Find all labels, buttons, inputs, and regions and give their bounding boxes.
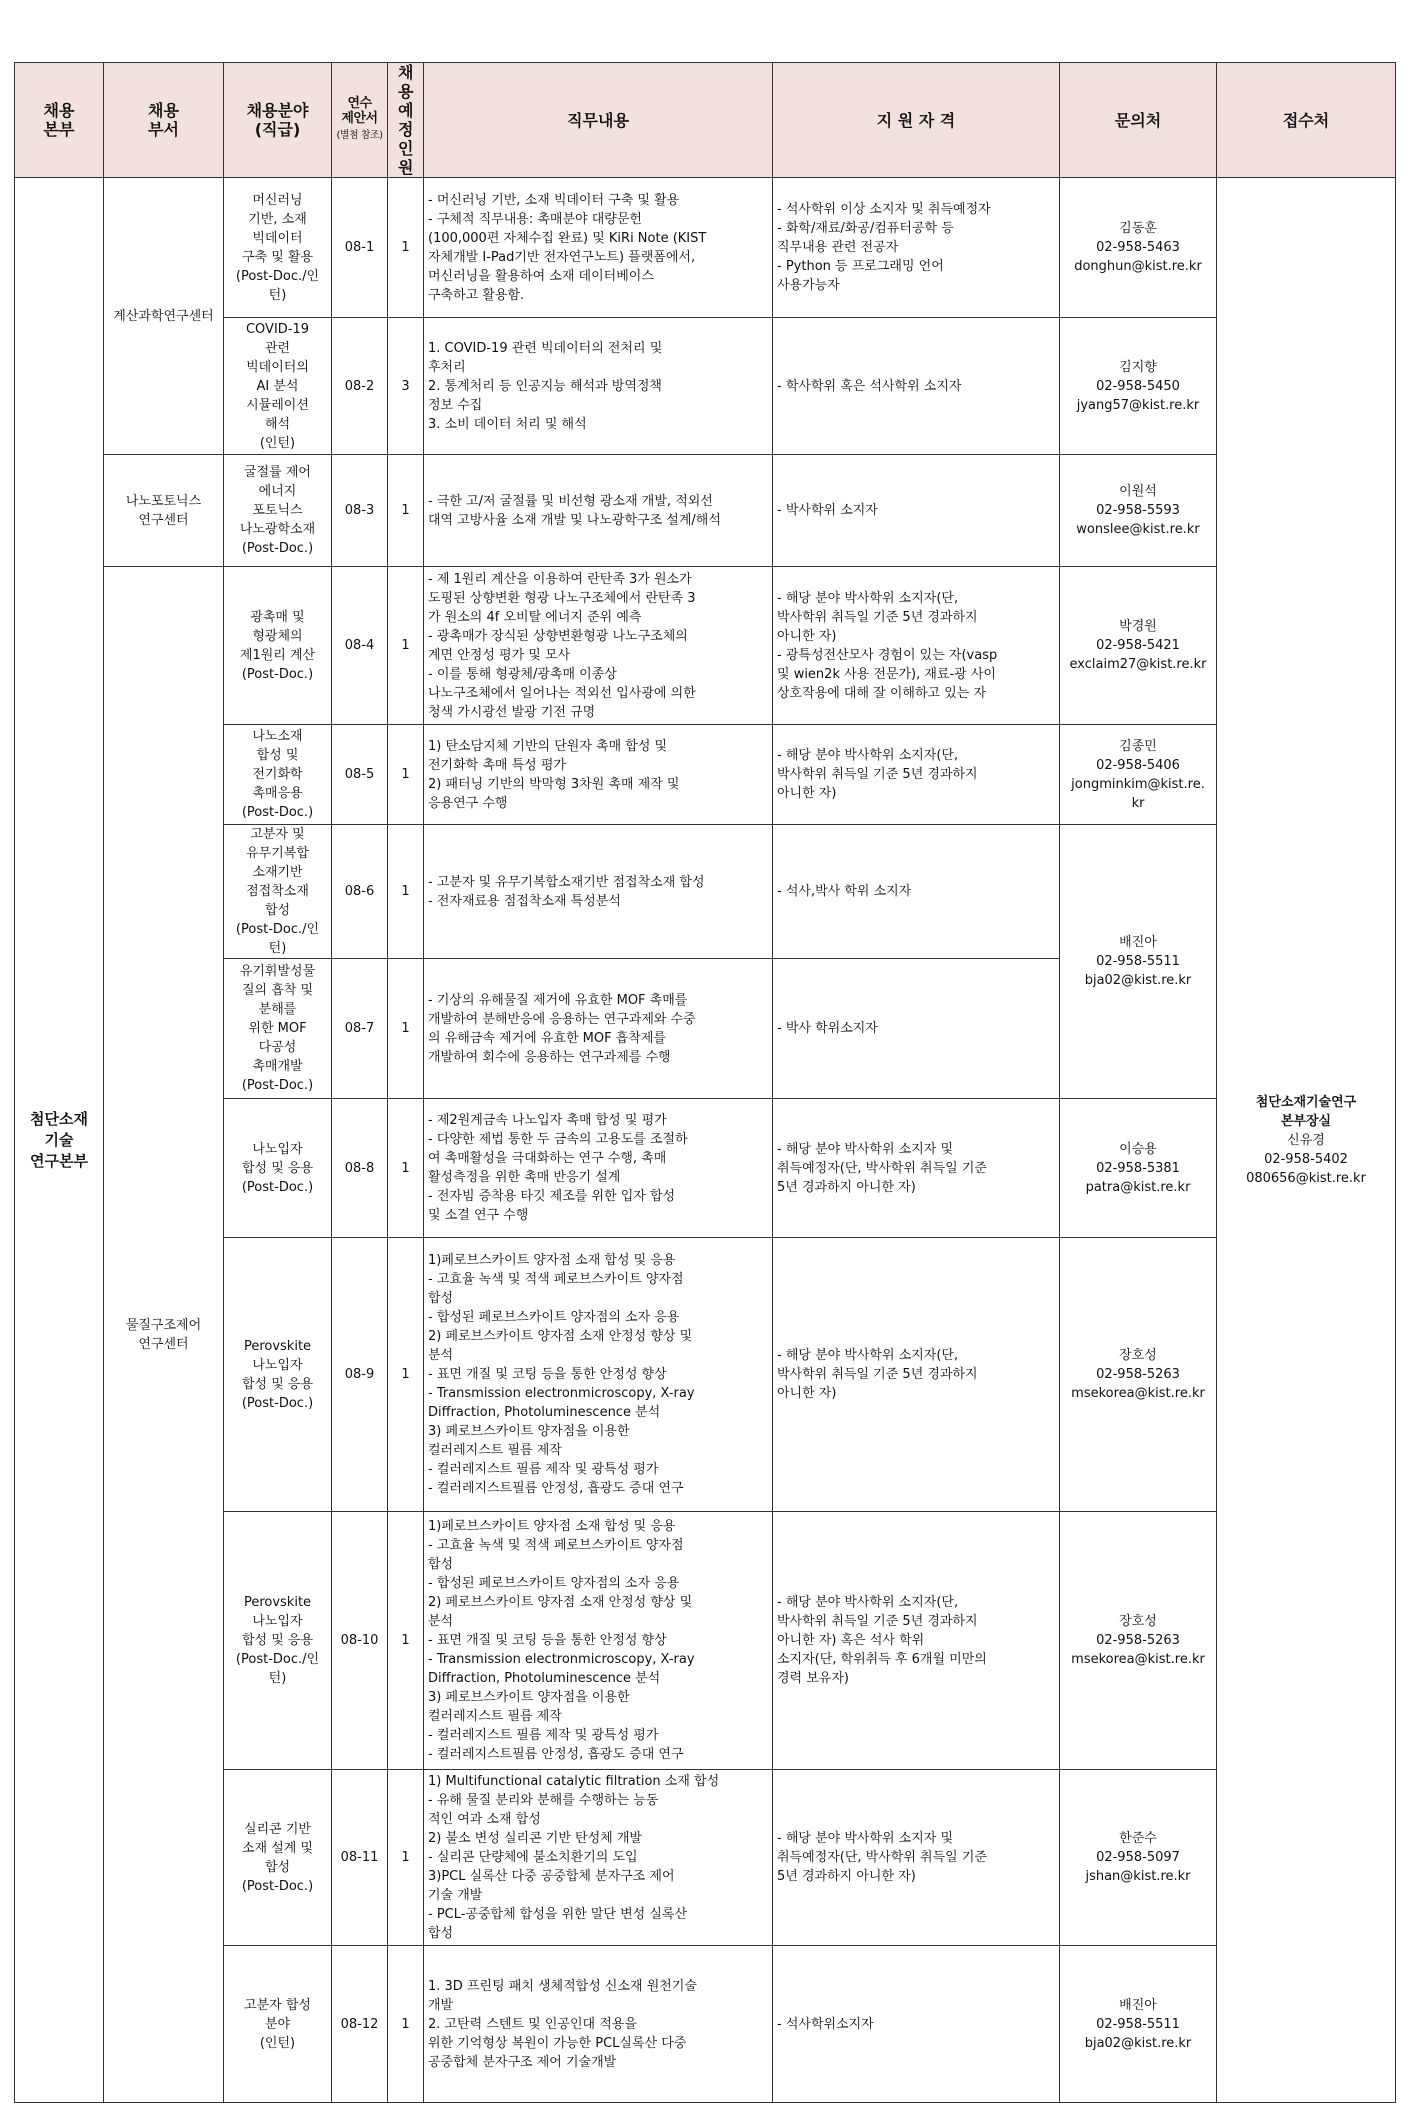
qualifications-cell: - 박사학위 소지자 <box>773 455 1060 567</box>
header-headcount: 채용 예정 인원 <box>388 63 424 178</box>
reception-title: 첨단소재기술연구 본부장실 <box>1255 1094 1357 1129</box>
reception-email: 080656@kist.re.kr <box>1246 1170 1366 1186</box>
header-proposal-note: (별첨 참조) <box>336 129 383 141</box>
field-cell: 광촉매 및 형광체의 제1원리 계산 (Post-Doc.) <box>224 567 332 725</box>
qualifications-cell: - 해당 분야 박사학위 소지자(단, 박사학위 취득일 기준 5년 경과하지 아니한 자) - 광특성전산모사 경험이 있는 자(vasp 및 wien2k 사용 전문가), 재료-광 사이 상호작용에 대해 잘 이해하고 있는 자 <box>773 567 1060 725</box>
contact-cell: 박경원 02-958-5421 exclaim27@kist.re.kr <box>1060 567 1217 725</box>
table-row <box>15 455 1396 567</box>
duties-cell: - 머신러닝 기반, 소재 빅데이터 구축 및 활용 - 구체적 직무내용: 촉매분야 대량문헌 (100,000편 자체수집 완료) 및 KiRi Note (KIST 자체개발 I-Pad기반 전자연구노트) 플랫폼에서, 머신러닝을 활용하여 소재 데이터베이스 구축하고 활용함. <box>424 178 773 318</box>
proposal-no-cell: 08-8 <box>332 1099 388 1238</box>
proposal-no-cell: 08-11 <box>332 1770 388 1946</box>
header-reception: 접수처 <box>1217 63 1396 178</box>
contact-cell: 배진아 02-958-5511 bja02@kist.re.kr <box>1060 825 1217 1099</box>
duties-cell: - 제2원계금속 나노입자 촉매 합성 및 평가 - 다양한 제법 통한 두 금속의 고용도를 조절하 여 촉매활성을 극대화하는 연구 수행, 촉매 활성측정을 위한 촉매 반응기 설계 - 전자빔 증착용 타깃 제조를 위한 입자 합성 및 소결 연구 수행 <box>424 1099 773 1238</box>
headcount-cell: 1 <box>388 567 424 725</box>
reception-cell <box>1217 178 1396 2103</box>
header-department: 채용 부서 <box>104 63 224 178</box>
qualifications-cell: - 석사학위 이상 소지자 및 취득예정자 - 화학/재료/화공/컴퓨터공학 등 직무내용 관련 전공자 - Python 등 프로그래밍 언어 사용가능자 <box>773 178 1060 318</box>
duties-cell: - 고분자 및 유무기복합소재기반 점접착소재 합성 - 전자재료용 점접착소재 특성분석 <box>424 825 773 959</box>
field-cell: Perovskite 나노입자 합성 및 응용 (Post-Doc./인턴) <box>224 1512 332 1770</box>
contact-cell: 장호성 02-958-5263 msekorea@kist.re.kr <box>1060 1238 1217 1512</box>
department-cell: 계산과학연구센터 <box>104 178 224 455</box>
header-division: 채용 본부 <box>15 63 104 178</box>
headcount-cell: 1 <box>388 1770 424 1946</box>
proposal-no-cell: 08-9 <box>332 1238 388 1512</box>
contact-cell: 김지향 02-958-5450 jyang57@kist.re.kr <box>1060 318 1217 455</box>
headcount-cell: 1 <box>388 1238 424 1512</box>
proposal-no-cell: 08-5 <box>332 725 388 825</box>
contact-cell: 이원석 02-958-5593 wonslee@kist.re.kr <box>1060 455 1217 567</box>
proposal-no-cell: 08-3 <box>332 455 388 567</box>
qualifications-cell: - 해당 분야 박사학위 소지자(단, 박사학위 취득일 기준 5년 경과하지 아니한 자) <box>773 1238 1060 1512</box>
field-cell: 나노소재 합성 및 전기화학 촉매응용 (Post-Doc.) <box>224 725 332 825</box>
qualifications-cell: - 해당 분야 박사학위 소지자(단, 박사학위 취득일 기준 5년 경과하지 아니한 자) 혹은 석사 학위 소지자(단, 학위취득 후 6개월 미만의 경력 보유자) <box>773 1512 1060 1770</box>
qualifications-cell: - 해당 분야 박사학위 소지자(단, 박사학위 취득일 기준 5년 경과하지 아니한 자) <box>773 725 1060 825</box>
qualifications-cell: - 석사학위소지자 <box>773 1946 1060 2103</box>
duties-cell: - 제 1원리 계산을 이용하여 란탄족 3가 원소가 도핑된 상향변환 형광 나노구조체에서 란탄족 3 가 원소의 4f 오비탈 에너지 준위 예측 - 광촉매가 장식된 상향변환형광 나노구조체의 계면 안정성 평가 및 모사 - 이를 통해 형광체/광촉매 이종상 나노구조체에서 일어나는 적외선 입사광에 의한 청색 가시광선 발광 기전 규명 <box>424 567 773 725</box>
qualifications-cell: - 석사,박사 학위 소지자 <box>773 825 1060 959</box>
headcount-cell: 1 <box>388 825 424 959</box>
reception-name: 신유경 <box>1287 1132 1325 1148</box>
duties-cell: 1)페로브스카이트 양자점 소재 합성 및 응용 - 고효율 녹색 및 적색 페로브스카이트 양자점 합성 - 합성된 페로브스카이트 양자점의 소자 응용 2) 페로브스카이트 양자점 소재 안정성 향상 및 분석 - 표면 개질 및 코팅 등을 통한 안정성 향상 - Transmission electronmicroscopy, X-ray Diffraction, Photoluminescence 분석 3) 페로브스카이트 양자점을 이용한 컬러레지스트 필름 제작 - 컬러레지스트 필름 제작 및 광특성 평가 - 컬러레지스트필름 안정성, 흡광도 증대 연구 <box>424 1512 773 1770</box>
header-duties: 직무내용 <box>424 63 773 178</box>
contact-cell: 장호성 02-958-5263 msekorea@kist.re.kr <box>1060 1512 1217 1770</box>
headcount-cell: 1 <box>388 725 424 825</box>
duties-cell: 1) 탄소담지체 기반의 단원자 촉매 합성 및 전기화학 촉매 특성 평가 2) 패터닝 기반의 박막형 3차원 촉매 제작 및 응용연구 수행 <box>424 725 773 825</box>
field-cell: 유기휘발성물 질의 흡착 및 분해를 위한 MOF 다공성 촉매개발 (Post-Doc.) <box>224 959 332 1099</box>
recruitment-table <box>14 62 1396 2103</box>
headcount-cell: 1 <box>388 959 424 1099</box>
table-row <box>15 567 1396 725</box>
headcount-cell: 1 <box>388 1099 424 1238</box>
headcount-cell: 1 <box>388 1946 424 2103</box>
header-contact: 문의처 <box>1060 63 1217 178</box>
field-cell: 실리콘 기반 소재 설계 및 합성 (Post-Doc.) <box>224 1770 332 1946</box>
qualifications-cell: - 박사 학위소지자 <box>773 959 1060 1099</box>
duties-cell: - 기상의 유해물질 제거에 유효한 MOF 촉매를 개발하여 분해반응에 응용하는 연구과제와 수중 의 유해금속 제거에 유효한 MOF 흡착제를 개발하여 회수에 응용하는 연구과제를 수행 <box>424 959 773 1099</box>
division-cell: 첨단소재 기술 연구본부 <box>15 178 104 2103</box>
proposal-no-cell: 08-4 <box>332 567 388 725</box>
proposal-no-cell: 08-1 <box>332 178 388 318</box>
header-qualifications: 지 원 자 격 <box>773 63 1060 178</box>
contact-cell: 김동훈 02-958-5463 donghun@kist.re.kr <box>1060 178 1217 318</box>
field-cell: 굴절률 제어 에너지 포토닉스 나노광학소재 (Post-Doc.) <box>224 455 332 567</box>
qualifications-cell: - 해당 분야 박사학위 소지자 및 취득예정자(단, 박사학위 취득일 기준 5년 경과하지 아니한 자) <box>773 1770 1060 1946</box>
proposal-no-cell: 08-10 <box>332 1512 388 1770</box>
headcount-cell: 3 <box>388 318 424 455</box>
department-cell: 물질구조제어 연구센터 <box>104 567 224 2103</box>
contact-cell: 김종민 02-958-5406 jongminkim@kist.re. kr <box>1060 725 1217 825</box>
duties-cell: 1) Multifunctional catalytic filtration 소재 합성 - 유해 물질 분리와 분해를 수행하는 능동 적인 여과 소재 합성 2) 불소 변성 실리콘 기반 탄성체 개발 - 실리콘 단량체에 불소치환기의 도입 3)PCL 실록산 다중 공중합체 분자구조 제어 기술 개발 - PCL-공중합체 합성을 위한 말단 변성 실록산 합성 <box>424 1770 773 1946</box>
duties-cell: 1)페로브스카이트 양자점 소재 합성 및 응용 - 고효율 녹색 및 적색 페로브스카이트 양자점 합성 - 합성된 페로브스카이트 양자점의 소자 응용 2) 페로브스카이트 양자점 소재 안정성 향상 및 분석 - 표면 개질 및 코팅 등을 통한 안정성 향상 - Transmission electronmicroscopy, X-ray Diffraction, Photoluminescence 분석 3) 페로브스카이트 양자점을 이용한 컬러레지스트 필름 제작 - 컬러레지스트 필름 제작 및 광특성 평가 - 컬러레지스트필름 안정성, 흡광도 증대 연구 <box>424 1238 773 1512</box>
proposal-no-cell: 08-12 <box>332 1946 388 2103</box>
field-cell: 고분자 합성 분야 (인턴) <box>224 1946 332 2103</box>
duties-cell: - 극한 고/저 굴절률 및 비선형 광소재 개발, 적외선 대역 고방사율 소재 개발 및 나노광학구조 설계/해석 <box>424 455 773 567</box>
headcount-cell: 1 <box>388 178 424 318</box>
duties-cell: 1. 3D 프린팅 패치 생체적합성 신소재 원천기술 개발 2. 고탄력 스텐트 및 인공인대 적용을 위한 기억형상 복원이 가능한 PCL실록산 다중 공중합체 분자구조 제어 기술개발 <box>424 1946 773 2103</box>
header-field: 채용분야 (직급) <box>224 63 332 178</box>
contact-cell: 이승용 02-958-5381 patra@kist.re.kr <box>1060 1099 1217 1238</box>
field-cell: COVID-19 관련 빅데이터의 AI 분석 시뮬레이션 해석 (인턴) <box>224 318 332 455</box>
header-proposal <box>332 63 388 178</box>
duties-cell: 1. COVID-19 관련 빅데이터의 전처리 및 후처리 2. 통계처리 등 인공지능 해석과 방역정책 정보 수집 3. 소비 데이터 처리 및 해석 <box>424 318 773 455</box>
field-cell: 고분자 및 유무기복합 소재기반 점접착소재 합성 (Post-Doc./인턴) <box>224 825 332 959</box>
proposal-no-cell: 08-7 <box>332 959 388 1099</box>
proposal-no-cell: 08-2 <box>332 318 388 455</box>
headcount-cell: 1 <box>388 1512 424 1770</box>
qualifications-cell: - 해당 분야 박사학위 소지자 및 취득예정자(단, 박사학위 취득일 기준 5년 경과하지 아니한 자) <box>773 1099 1060 1238</box>
field-cell: Perovskite 나노입자 합성 및 응용 (Post-Doc.) <box>224 1238 332 1512</box>
field-cell: 머신러닝 기반, 소재 빅데이터 구축 및 활용 (Post-Doc./인턴) <box>224 178 332 318</box>
contact-cell: 한준수 02-958-5097 jshan@kist.re.kr <box>1060 1770 1217 1946</box>
table-row <box>15 178 1396 318</box>
headcount-cell: 1 <box>388 455 424 567</box>
qualifications-cell: - 학사학위 혹은 석사학위 소지자 <box>773 318 1060 455</box>
field-cell: 나노입자 합성 및 응용 (Post-Doc.) <box>224 1099 332 1238</box>
header-row <box>15 63 1396 178</box>
contact-cell: 배진아 02-958-5511 bja02@kist.re.kr <box>1060 1946 1217 2103</box>
department-cell: 나노포토닉스 연구센터 <box>104 455 224 567</box>
reception-phone: 02-958-5402 <box>1264 1151 1348 1167</box>
proposal-no-cell: 08-6 <box>332 825 388 959</box>
header-proposal-label: 연수 제안서 <box>341 95 378 126</box>
